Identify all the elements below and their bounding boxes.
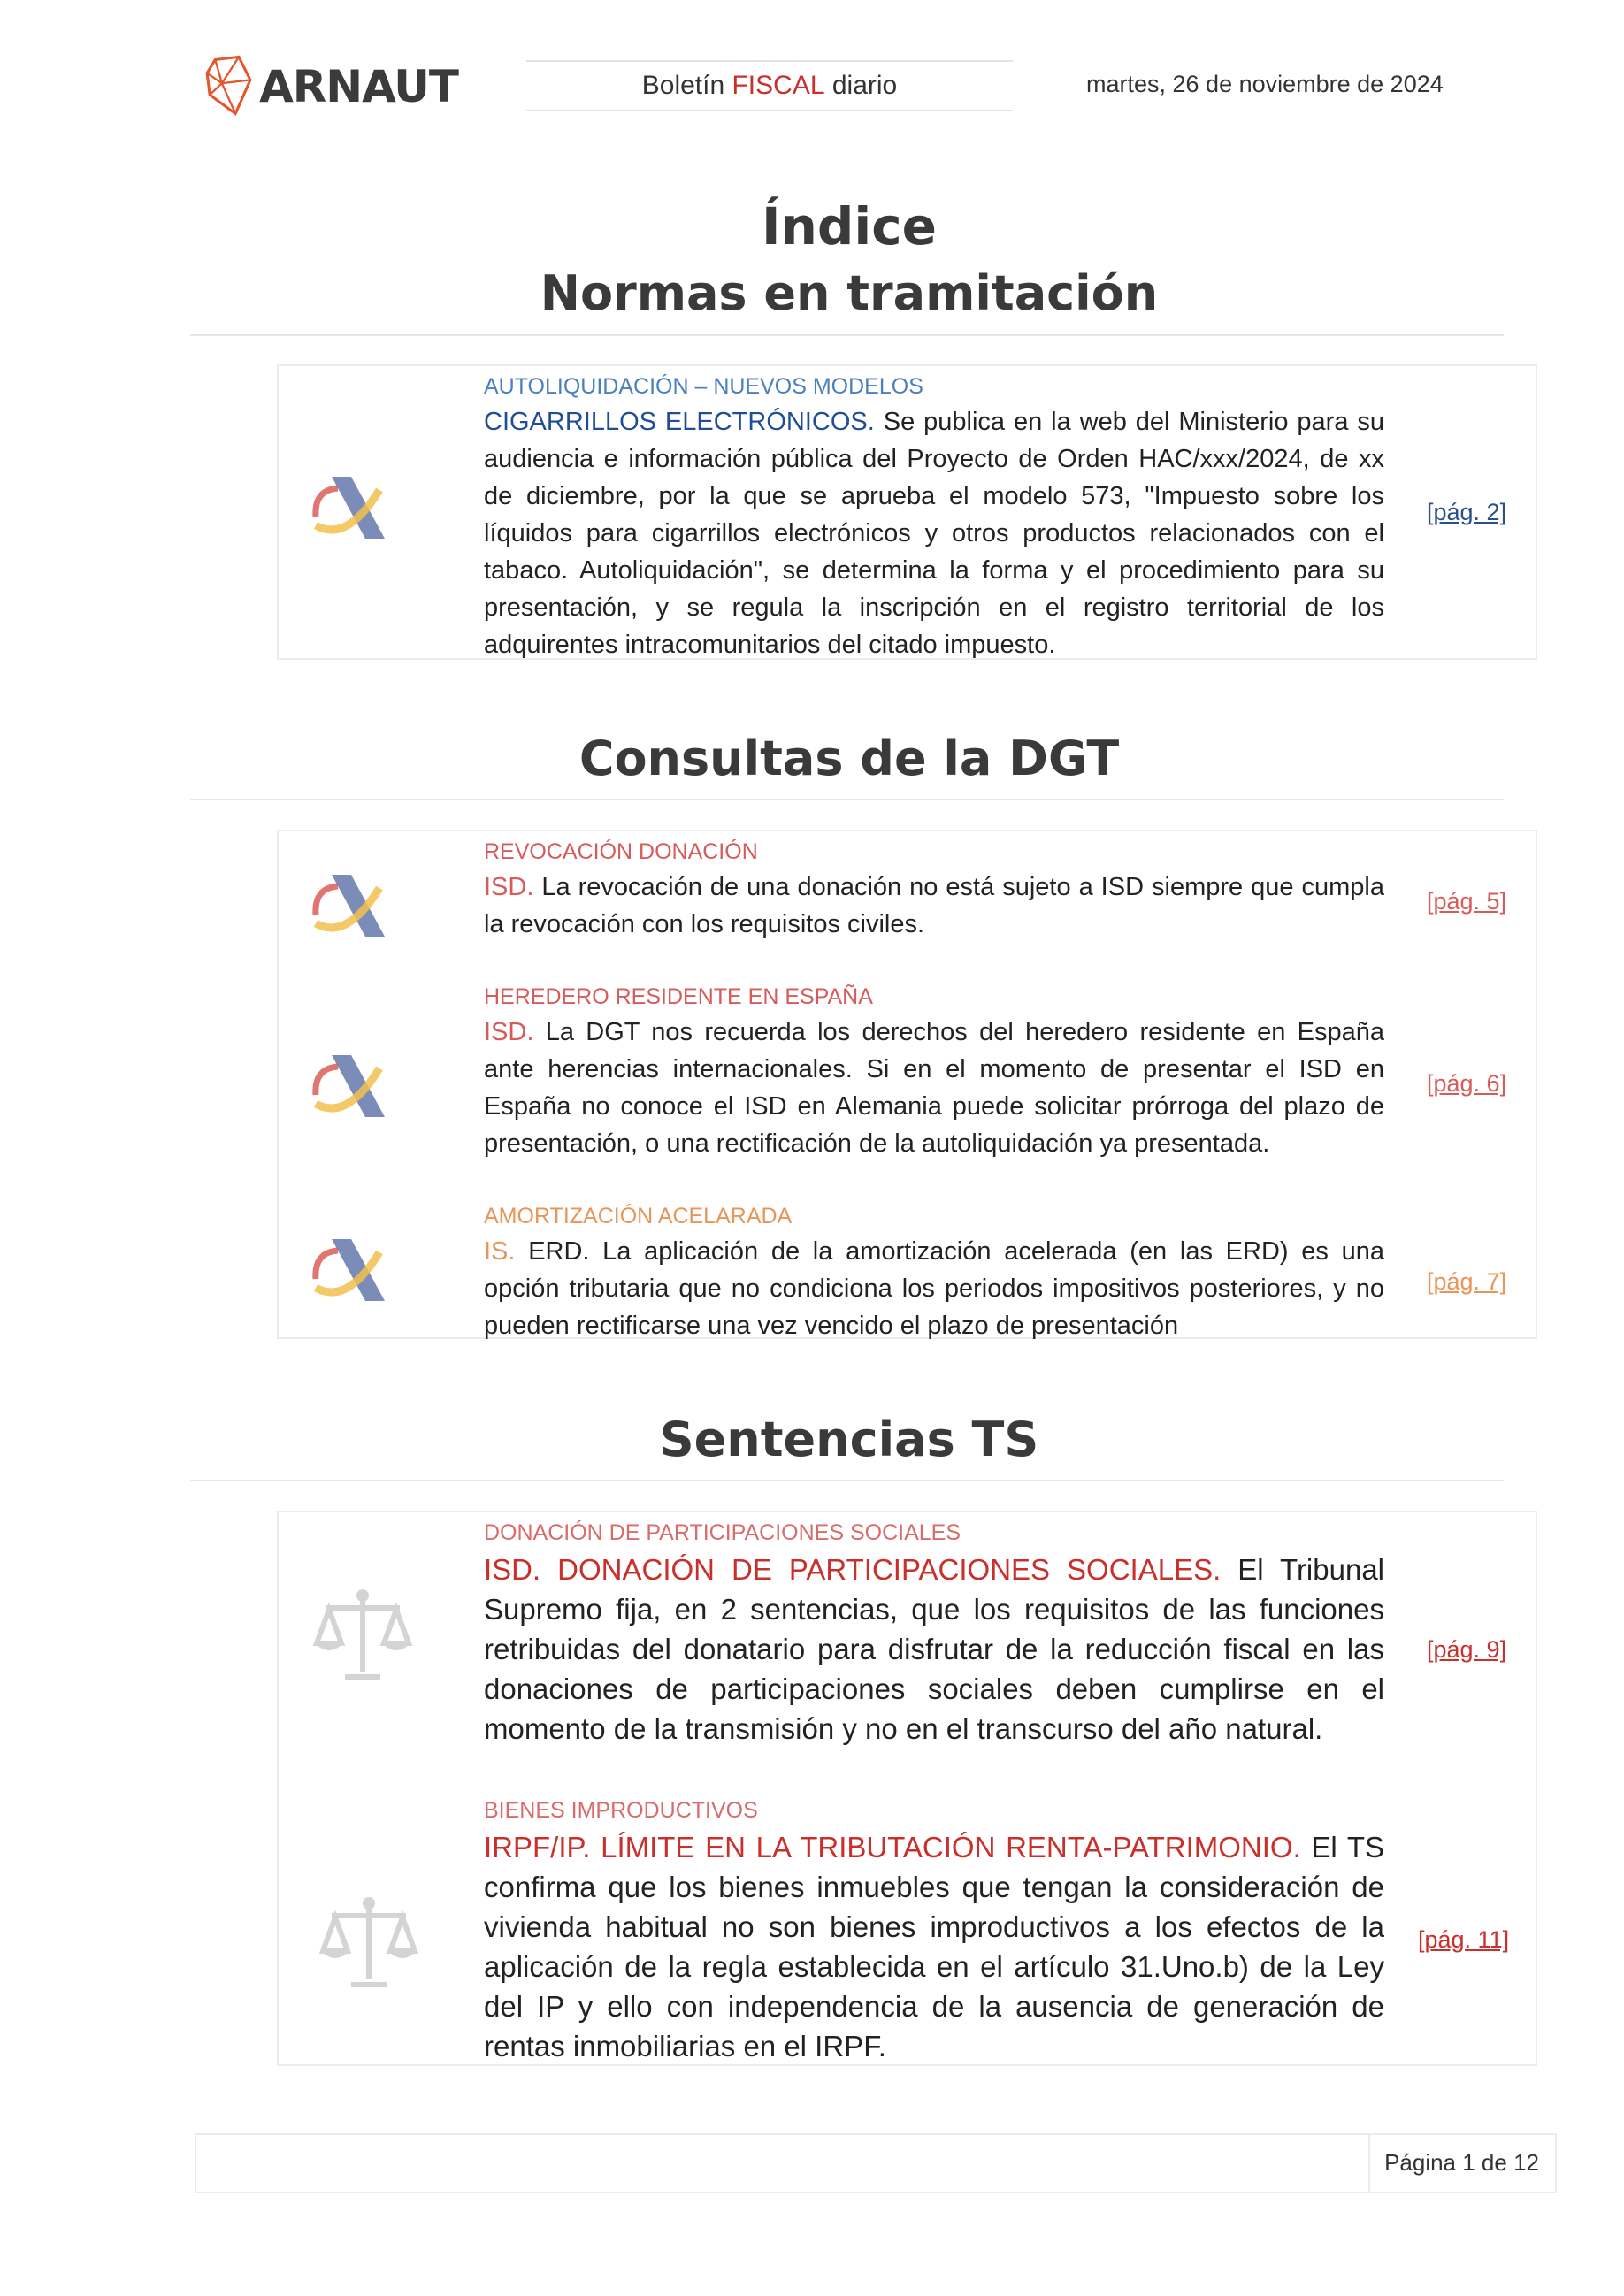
section-title-normas: Normas en tramitación	[540, 265, 1159, 321]
tax-agency-logo-icon	[298, 455, 404, 561]
company-logo	[202, 42, 458, 131]
section-divider	[190, 334, 1504, 336]
item-category: REVOCACIÓN DONACIÓN	[484, 839, 758, 864]
item-text: La revocación de una donación no está sujeto a ISD siempre que cumpla la revocación con los requisitos civiles.	[484, 873, 1384, 938]
tax-agency-logo-icon	[298, 853, 404, 959]
section-divider	[190, 1480, 1504, 1481]
page-link[interactable]: [pág. 7]	[1427, 1268, 1507, 1295]
item-lead: ISD.	[484, 873, 534, 901]
scales-of-justice-icon	[316, 1891, 422, 1997]
page-footer	[195, 2133, 1557, 2193]
item-body	[484, 1014, 1384, 1162]
bulletin-title: Boletín FISCAL diario	[526, 60, 1013, 111]
logo-wordmark: ARNAUT	[259, 61, 458, 112]
scales-of-justice-icon	[310, 1583, 416, 1689]
normas-box	[277, 364, 1537, 660]
arnaut-logo-icon	[202, 42, 256, 131]
item-body	[484, 1550, 1384, 1749]
section-divider	[190, 799, 1504, 800]
page-link[interactable]: [pág. 2]	[1427, 499, 1507, 525]
tax-agency-logo-icon	[298, 1033, 404, 1139]
section-title-sentencias: Sentencias TS	[659, 1412, 1039, 1467]
item-text: El TS confirma que los bienes inmuebles que tengan la consideración de vivienda habitual no son bienes improductivos a los efectos de la aplicación de la regla establecida en el artículo 31.Uno.b) de la Ley del IP y ello con independencia de la ausencia de generación de rentas inmobiliarias en el IRPF.	[484, 1831, 1384, 2063]
consultas-box	[277, 830, 1537, 1339]
item-text: El Tribunal Supremo fija, en 2 sentencias, que los requisitos de las funciones retribuidas del donatario para disfrutar de la reducción fiscal en las donaciones de participaciones sociales deben cumplirse en el momento de la transmisión y no en el transcurso del año natural.	[484, 1553, 1385, 1745]
item-lead: IS.	[484, 1237, 516, 1266]
item-body	[484, 1827, 1384, 2066]
page-link[interactable]: [pág. 6]	[1427, 1070, 1507, 1097]
item-category: AUTOLIQUIDACIÓN – NUEVOS MODELOS	[484, 374, 923, 399]
bulletin-date: martes, 26 de noviembre de 2024	[1086, 71, 1444, 97]
item-text: Se publica en la web del Ministerio para su audiencia e información pública del Proyecto de Orden HAC/xxx/2024, de xx de diciembre, por la que se aprueba el modelo 573, "Impuesto sobre los líquidos para cigarrillos electrónicos y otros productos relacionados con el tabaco. Autoliquidación", se determina la forma y el procedimiento para su presentación, y se regula la inscripción en el registro territorial de los adquirentes intracomunitarios del citado impuesto.	[484, 408, 1384, 659]
item-body	[484, 1233, 1384, 1344]
index-title: Índice	[762, 196, 937, 256]
footer-divider	[1368, 2135, 1370, 2192]
section-title-consultas: Consultas de la DGT	[578, 731, 1120, 786]
item-body	[484, 403, 1384, 663]
item-lead: IRPF/IP. LÍMITE EN LA TRIBUTACIÓN RENTA-PATRIMONIO.	[484, 1831, 1301, 1864]
page-link[interactable]: [pág. 11]	[1418, 1926, 1510, 1953]
item-category: BIENES IMPRODUCTIVOS	[484, 1798, 758, 1823]
page-link[interactable]: [pág. 5]	[1427, 888, 1507, 915]
sentencias-box	[277, 1511, 1537, 2066]
page-link[interactable]: [pág. 9]	[1427, 1636, 1507, 1663]
item-lead: ISD.	[484, 1018, 534, 1046]
item-body	[484, 869, 1384, 943]
bulletin-accent: FISCAL	[732, 71, 825, 100]
item-text: La DGT nos recuerda los derechos del heredero residente en España ante herencias internacionales. Si en el momento de presentar el ISD en España no conoce el ISD en Alemania puede solicitar prórroga del plazo de presentación, o una rectificación de la autoliquidación ya presentada.	[484, 1018, 1384, 1158]
tax-agency-logo-icon	[298, 1217, 404, 1323]
item-text: ERD. La aplicación de la amortización acelerada (en las ERD) es una opción tributaria que no condiciona los periodos impositivos posteriores, y no pueden rectificarse una vez vencido el plazo de presentación	[484, 1237, 1385, 1340]
item-category: DONACIÓN DE PARTICIPACIONES SOCIALES	[484, 1520, 961, 1545]
item-lead: ISD. DONACIÓN DE PARTICIPACIONES SOCIALES.	[484, 1553, 1222, 1586]
item-category: AMORTIZACIÓN ACELARADA	[484, 1204, 793, 1228]
item-lead: CIGARRILLOS ELECTRÓNICOS.	[484, 408, 875, 436]
page-number: Página 1 de 12	[1384, 2149, 1539, 2176]
item-category: HEREDERO RESIDENTE EN ESPAÑA	[484, 984, 873, 1009]
